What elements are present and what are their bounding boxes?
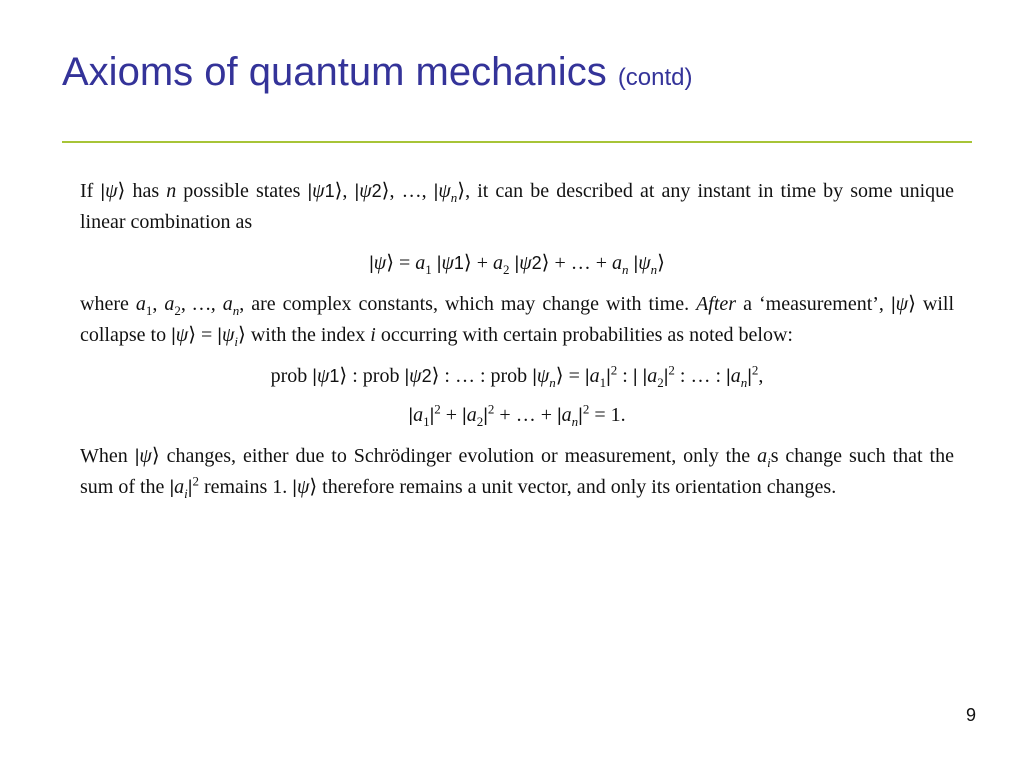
equation-linear-combination: |ψ⟩ = $a_1$ |ψ1⟩ + $a_2$ |ψ2⟩ + … + $a_n$ $|\psi_n⟩$ [369,252,665,277]
title-divider [62,141,972,143]
equation-normalization: $|a_1|^2 + |a_2|^2$ + … + $|a_n|^2 = 1$. [408,401,626,429]
paragraph-measurement: where $a_1$, $a_2$, …, $a_n$, are complex constants, which may change with time. After a ‘measurement’, |ψ⟩ will collapse to |ψ⟩ = $|\psi_i⟩$ with the index i occurring with certain probabilities as noted below: [80,293,955,349]
title-main: Axioms of quantum mechanics [62,50,607,94]
equation-probabilities: prob |ψ1⟩ : prob |ψ2⟩ : … : prob $|\psi_n⟩ = |a_1|^2$ : | $|a_2|^2$ : … : $|a_n|^2$, [270,362,764,390]
slide-title [62,44,693,106]
page-number: 9 [965,705,976,725]
paragraph-evolution: When |ψ⟩ changes, either due to Schrödinger evolution or measurement, only the $a_is$ change such that the sum of the $|a_i|^2$ remains 1. |ψ⟩ therefore remains a unit vector, and only its orientation changes. [80,445,954,501]
slide-body [80,176,954,513]
paragraph-superposition: If |ψ⟩ has n possible states |ψ1⟩, |ψ2⟩, …, $|\psi_n⟩$, it can be described at any instant in time by some unique linear combination as [80,180,955,233]
title-suffix: (contd) [617,64,693,91]
